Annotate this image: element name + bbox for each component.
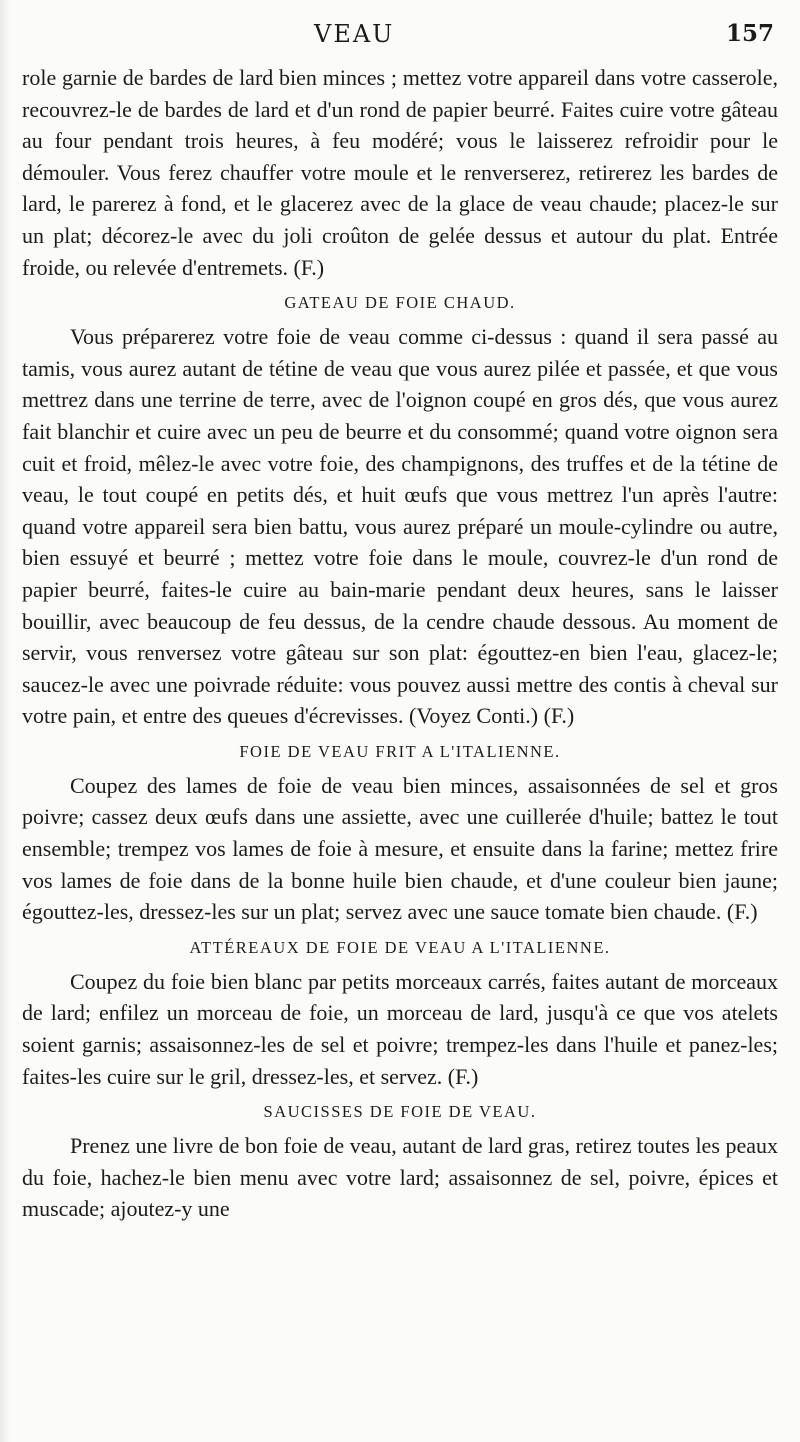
section-heading-attereaux: ATTÉREAUX DE FOIE DE VEAU A L'ITALIENNE. bbox=[189, 937, 611, 957]
paragraph-saucisses: Prenez une livre de bon foie de veau, autant de lard gras, retirez toutes les peaux du foie, hachez-le bien menu avec votre lard; assaisonnez de sel, poivre, épices et muscade; ajoutez-y une bbox=[22, 1133, 778, 1222]
page-number: 157 bbox=[725, 20, 774, 47]
paragraph-gateau-de-foie-chaud: Vous préparerez votre foie de veau comme ci-dessus : quand il sera passé au tamis, vous aurez autant de tétine de veau que vous aurez pilée et passée, et que vous mettrez dans une terrine de terre, avec de l'oignon coupé en gros dés, que vous aurez fait blanchir et cuire avec un peu de beurre et du consommé; quand votre oignon sera cuit et froid, mêlez-le avec votre foie, des champignons, des truffes et de la tétine de veau, le tout coupé en petits dés, et huit œufs que vous mettrez l'un après l'autre: quand votre appareil sera bien battu, vous aurez préparé un moule-cylindre ou autre, bien essuyé et beurré ; mettez votre foie dans le moule, couvrez-le d'un rond de papier beurré, faites-le cuire au bain-marie pendant deux heures, sans le laisser bouillir, avec beaucoup de feu dessus, de la cendre chaude dessous. Au moment de servir, vous renversez votre gâteau sur son plat: égouttez-en bien l'eau, glacez-le; saucez-le avec une poivrade réduite: vous pouvez aussi mettre des contis à cheval sur votre pain, et entre des queues d'écrevisses. (Voyez Conti.) (F.) bbox=[22, 324, 778, 729]
running-title: VEAU bbox=[314, 20, 395, 48]
main-text bbox=[22, 62, 778, 1225]
page-gutter-shadow bbox=[0, 0, 10, 1442]
section-heading-saucisses: SAUCISSES DE FOIE DE VEAU. bbox=[263, 1102, 537, 1122]
running-head bbox=[254, 20, 774, 60]
section-heading-gateau-de-foie-chaud: GATEAU DE FOIE CHAUD. bbox=[284, 293, 516, 313]
section-heading-foie-frit: FOIE DE VEAU FRIT A L'ITALIENNE. bbox=[239, 741, 561, 761]
paragraph-attereaux: Coupez du foie bien blanc par petits morceaux carrés, faites autant de morceaux de lard; enfilez un morceau de foie, un morceau de lard, jusqu'à ce que vos atelets soient garnis; assaisonnez-les de sel et poivre; trempez-les dans l'huile et panez-les; faites-les cuire sur le gril, dressez-les, et servez. (F.) bbox=[22, 968, 778, 1089]
paragraph-foie-frit: Coupez des lames de foie de veau bien minces, assaisonnées de sel et gros poivre; cassez deux œufs dans une assiette, avec une cuillerée d'huile; battez le tout ensemble; trempez vos lames de foie à mesure, et ensuite dans la farine; mettez frire vos lames de foie dans de la bonne huile bien chaude, et d'une couleur bien jaune; égouttez-les, dressez-les sur un plat; servez avec une sauce tomate bien chaude. (F.) bbox=[22, 772, 778, 925]
paragraph-continuation: role garnie de bardes de lard bien minces ; mettez votre appareil dans votre casserole, recouvrez-le de bardes de lard et d'un rond de papier beurré. Faites cuire votre gâteau au four pendant trois heures, à feu modéré; vous le laisserez refroidir pour le démouler. Vous ferez chauffer votre moule et le renverserez, retirerez les bardes de lard, le parerez à fond, et le glacerez avec de la glace de veau chaude; placez-le sur un plat; décorez-le avec du joli croûton de gelée dessus et autour du plat. Entrée froide, ou relevée d'entremets. (F.) bbox=[22, 65, 778, 280]
